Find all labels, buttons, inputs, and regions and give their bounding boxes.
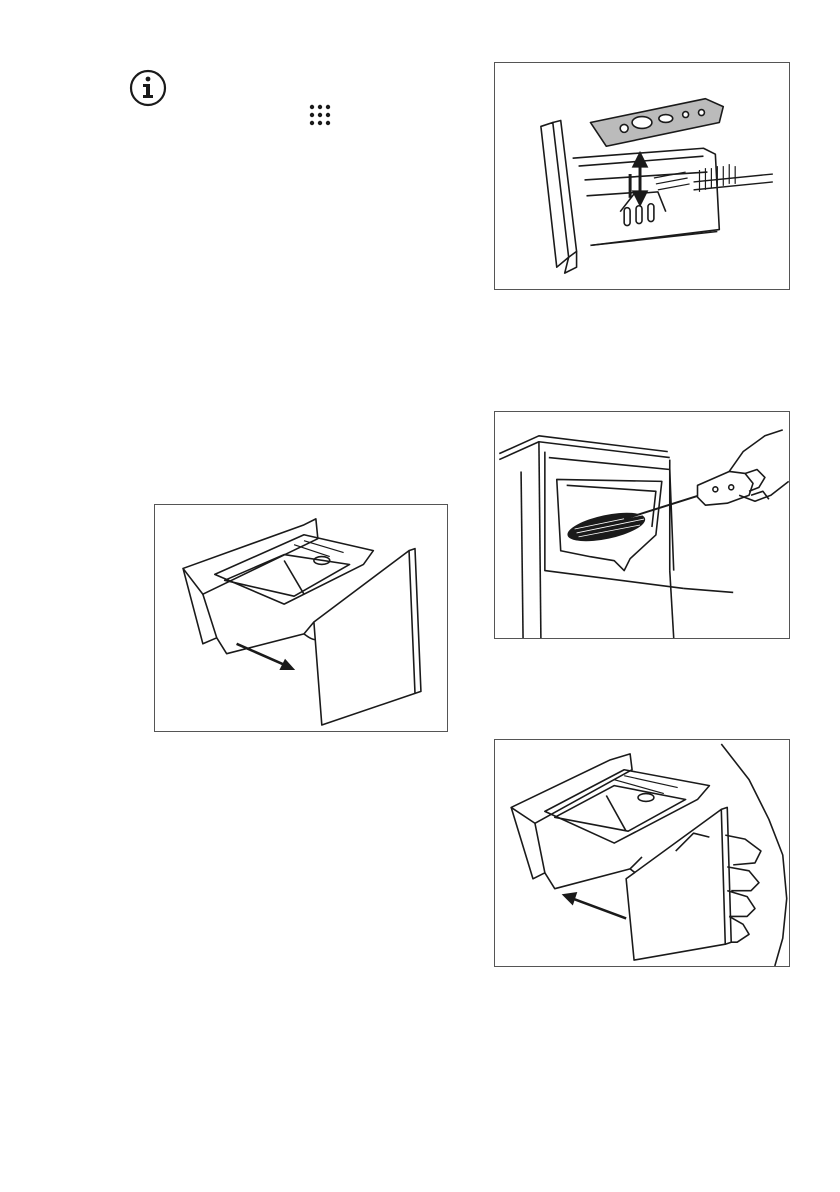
figure-clean-drawer-recess bbox=[494, 411, 790, 639]
nine-dots-icon bbox=[308, 101, 332, 129]
page-footer bbox=[0, 1184, 220, 1192]
figure-push-in-drawer bbox=[494, 739, 790, 967]
drawer-out-illustration bbox=[155, 505, 447, 731]
figure-pull-out-drawer bbox=[154, 504, 448, 732]
figure-dispenser-insert-brush bbox=[494, 62, 790, 290]
drawer-in-illustration bbox=[495, 740, 789, 966]
recess-brush-illustration bbox=[495, 412, 789, 638]
info-icon bbox=[128, 68, 168, 108]
dispenser-parts-illustration bbox=[495, 63, 789, 289]
